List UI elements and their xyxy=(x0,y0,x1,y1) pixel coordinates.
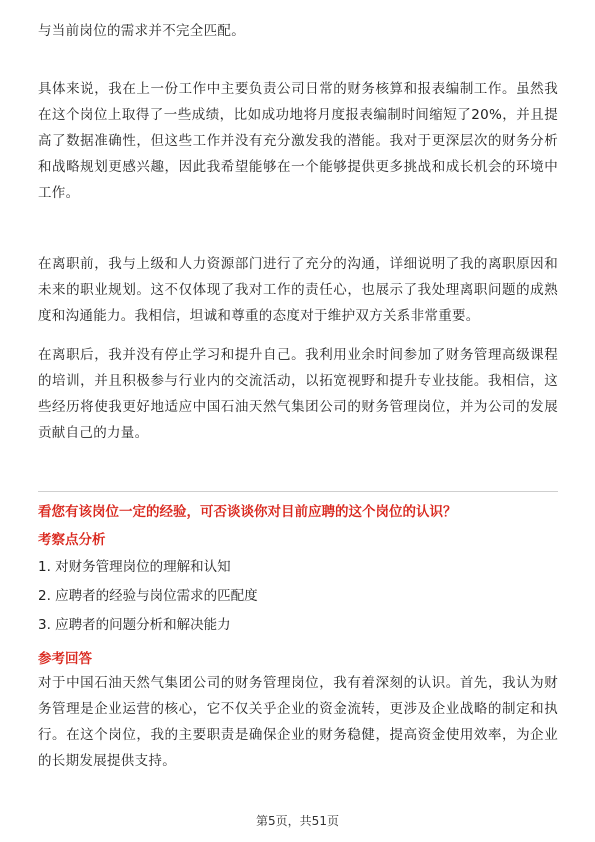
analysis-item-2: 2. 应聘者的经验与岗位需求的匹配度 xyxy=(38,588,258,604)
interview-question: 看您有该岗位一定的经验，可否谈谈你对目前应聘的这个岗位的认识？ xyxy=(38,504,457,520)
page-number-footer: 第5页，共51页 xyxy=(256,814,339,828)
answer-text: 对于中国石油天然气集团公司的财务管理岗位，我有着深刻的认识。首先，我认为财务管理是企业运营的核心，它不仅关乎企业的资金流转，更涉及企业战略的制定和执行。在这个岗位，我的主要职责是确保企业的财务稳健，提高资金使用效率，为企业的长期发展提供支持。 xyxy=(38,675,558,769)
paragraph-previous-job: 具体来说，我在上一份工作中主要负责公司日常的财务核算和报表编制工作。虽然我在这个岗位上取得了一些成绩，比如成功地将月度报表编制时间缩短了20%，并且提高了数据准确性，但这些工作并没有充分激发我的潜能。我对于更深层次的财务分析和战略规划更感兴趣，因此我希望能够在一个能够提供更多挑战和成长机会的环境中工作。 xyxy=(38,81,558,201)
analysis-heading: 考察点分析 xyxy=(38,532,106,548)
section-divider xyxy=(38,491,558,492)
answer-heading: 参考回答 xyxy=(38,651,92,667)
analysis-item-3: 3. 应聘者的问题分析和解决能力 xyxy=(38,617,231,633)
paragraph-continuation: 与当前岗位的需求并不完全匹配。 xyxy=(38,23,245,39)
analysis-item-1: 1. 对财务管理岗位的理解和认知 xyxy=(38,559,231,575)
paragraph-after-resignation: 在离职后，我并没有停止学习和提升自己。我利用业余时间参加了财务管理高级课程的培训，并且积极参与行业内的交流活动，以拓宽视野和提升专业技能。我相信，这些经历将使我更好地适应中国石油天然气集团公司的财务管理岗位，并为公司的发展贡献自己的力量。 xyxy=(38,347,558,441)
paragraph-before-resignation: 在离职前，我与上级和人力资源部门进行了充分的沟通，详细说明了我的离职原因和未来的职业规划。这不仅体现了我对工作的责任心，也展示了我处理离职问题的成熟度和沟通能力。我相信，坦诚和尊重的态度对于维护双方关系非常重要。 xyxy=(38,256,558,324)
